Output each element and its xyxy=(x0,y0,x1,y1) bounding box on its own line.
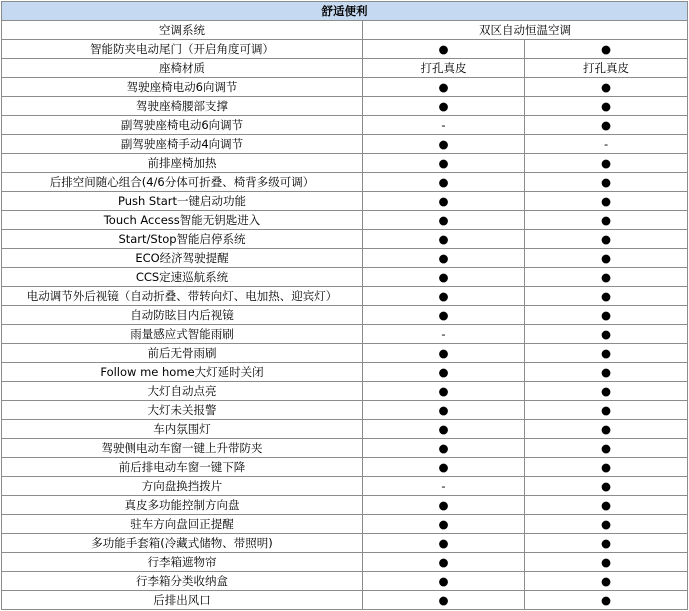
value-cell: ● xyxy=(525,477,688,496)
value-cell: 打孔真皮 xyxy=(363,59,525,78)
value-cell: ● xyxy=(363,363,525,382)
table-row xyxy=(2,420,688,439)
value-cell: ● xyxy=(525,211,688,230)
table-row xyxy=(2,591,688,610)
value-cell: ● xyxy=(525,458,688,477)
value-cell: ● xyxy=(525,572,688,591)
feature-cell: CCS定速巡航系统 xyxy=(2,268,363,287)
value-cell: ● xyxy=(363,401,525,420)
value-cell: ● xyxy=(525,534,688,553)
value-cell: ● xyxy=(363,553,525,572)
table-row xyxy=(2,21,688,40)
value-cell: ● xyxy=(525,363,688,382)
table-row xyxy=(2,572,688,591)
table-row xyxy=(2,192,688,211)
feature-cell: Start/Stop智能启停系统 xyxy=(2,230,363,249)
table-row xyxy=(2,287,688,306)
value-cell: ● xyxy=(363,306,525,325)
feature-cell: 后排空间随心组合(4/6分体可折叠、椅背多级可调） xyxy=(2,173,363,192)
table-row xyxy=(2,249,688,268)
table-row xyxy=(2,382,688,401)
feature-cell: 智能防夹电动尾门（开启角度可调） xyxy=(2,40,363,59)
feature-cell: 雨量感应式智能雨刷 xyxy=(2,325,363,344)
table-row xyxy=(2,40,688,59)
value-cell: ● xyxy=(363,97,525,116)
value-cell: ● xyxy=(525,439,688,458)
value-cell: ● xyxy=(525,420,688,439)
value-cell: ● xyxy=(363,420,525,439)
feature-cell: 副驾驶座椅手动4向调节 xyxy=(2,135,363,154)
value-cell: - xyxy=(525,135,688,154)
value-cell: ● xyxy=(363,173,525,192)
table-row xyxy=(2,97,688,116)
value-cell: ● xyxy=(363,515,525,534)
value-cell: ● xyxy=(525,382,688,401)
feature-cell: 前排座椅加热 xyxy=(2,154,363,173)
value-cell: ● xyxy=(363,458,525,477)
value-cell: 双区自动恒温空调 xyxy=(363,21,688,40)
value-cell: ● xyxy=(525,173,688,192)
table-row xyxy=(2,59,688,78)
value-cell: - xyxy=(363,116,525,135)
table-row xyxy=(2,211,688,230)
feature-cell: Touch Access智能无钥匙进入 xyxy=(2,211,363,230)
value-cell: ● xyxy=(363,496,525,515)
feature-cell: 前后排电动车窗一键下降 xyxy=(2,458,363,477)
feature-cell: 后排出风口 xyxy=(2,591,363,610)
value-cell: ● xyxy=(525,401,688,420)
table-row xyxy=(2,306,688,325)
value-cell: - xyxy=(363,477,525,496)
feature-cell: 行李箱分类收纳盒 xyxy=(2,572,363,591)
table-row xyxy=(2,496,688,515)
feature-cell: 大灯未关报警 xyxy=(2,401,363,420)
feature-cell: 方向盘换挡拨片 xyxy=(2,477,363,496)
table-row xyxy=(2,458,688,477)
table-row xyxy=(2,116,688,135)
value-cell: ● xyxy=(525,591,688,610)
table-row xyxy=(2,173,688,192)
table-row xyxy=(2,344,688,363)
feature-cell: 驻车方向盘回正提醒 xyxy=(2,515,363,534)
value-cell: ● xyxy=(525,553,688,572)
feature-cell: 车内氛围灯 xyxy=(2,420,363,439)
value-cell: ● xyxy=(525,496,688,515)
table-row xyxy=(2,363,688,382)
value-cell: ● xyxy=(363,344,525,363)
value-cell: ● xyxy=(525,97,688,116)
value-cell: ● xyxy=(363,591,525,610)
feature-cell: ECO经济驾驶提醒 xyxy=(2,249,363,268)
value-cell: ● xyxy=(525,192,688,211)
value-cell: ● xyxy=(363,268,525,287)
feature-cell: 行李箱遮物帘 xyxy=(2,553,363,572)
table-row xyxy=(2,477,688,496)
value-cell: ● xyxy=(363,211,525,230)
feature-cell: 自动防眩目内后视镜 xyxy=(2,306,363,325)
feature-cell: 大灯自动点亮 xyxy=(2,382,363,401)
feature-cell: Follow me home大灯延时关闭 xyxy=(2,363,363,382)
table-row xyxy=(2,515,688,534)
value-cell: ● xyxy=(363,135,525,154)
value-cell: ● xyxy=(525,116,688,135)
table-row xyxy=(2,230,688,249)
spec-table xyxy=(1,1,688,610)
value-cell: 打孔真皮 xyxy=(525,59,688,78)
value-cell: ● xyxy=(363,439,525,458)
value-cell: ● xyxy=(525,40,688,59)
value-cell: ● xyxy=(525,268,688,287)
table-row xyxy=(2,401,688,420)
value-cell: ● xyxy=(525,154,688,173)
feature-cell: 真皮多功能控制方向盘 xyxy=(2,496,363,515)
table-row xyxy=(2,325,688,344)
table-row xyxy=(2,154,688,173)
value-cell: - xyxy=(363,325,525,344)
value-cell: ● xyxy=(525,515,688,534)
table-row xyxy=(2,534,688,553)
table-header-row xyxy=(2,2,688,21)
value-cell: ● xyxy=(525,325,688,344)
value-cell: ● xyxy=(525,344,688,363)
value-cell: ● xyxy=(363,287,525,306)
value-cell: ● xyxy=(363,534,525,553)
value-cell: ● xyxy=(363,78,525,97)
feature-cell: Push Start一键启动功能 xyxy=(2,192,363,211)
value-cell: ● xyxy=(525,249,688,268)
value-cell: ● xyxy=(363,154,525,173)
value-cell: ● xyxy=(363,230,525,249)
table-row xyxy=(2,78,688,97)
feature-cell: 驾驶座椅腰部支撑 xyxy=(2,97,363,116)
value-cell: ● xyxy=(525,78,688,97)
feature-cell: 电动调节外后视镜（自动折叠、带转向灯、电加热、迎宾灯） xyxy=(2,287,363,306)
feature-cell: 多功能手套箱(冷藏式储物、带照明) xyxy=(2,534,363,553)
feature-cell: 副驾驶座椅电动6向调节 xyxy=(2,116,363,135)
value-cell: ● xyxy=(525,287,688,306)
section-title: 舒适便利 xyxy=(2,2,688,21)
table-row xyxy=(2,439,688,458)
value-cell: ● xyxy=(363,40,525,59)
feature-cell: 驾驶侧电动车窗一键上升带防夹 xyxy=(2,439,363,458)
value-cell: ● xyxy=(363,572,525,591)
value-cell: ● xyxy=(525,306,688,325)
feature-cell: 空调系统 xyxy=(2,21,363,40)
value-cell: ● xyxy=(363,382,525,401)
feature-cell: 前后无骨雨刷 xyxy=(2,344,363,363)
table-row xyxy=(2,135,688,154)
table-row xyxy=(2,268,688,287)
feature-cell: 座椅材质 xyxy=(2,59,363,78)
feature-cell: 驾驶座椅电动6向调节 xyxy=(2,78,363,97)
value-cell: ● xyxy=(525,230,688,249)
value-cell: ● xyxy=(363,249,525,268)
value-cell: ● xyxy=(363,192,525,211)
table-row xyxy=(2,553,688,572)
